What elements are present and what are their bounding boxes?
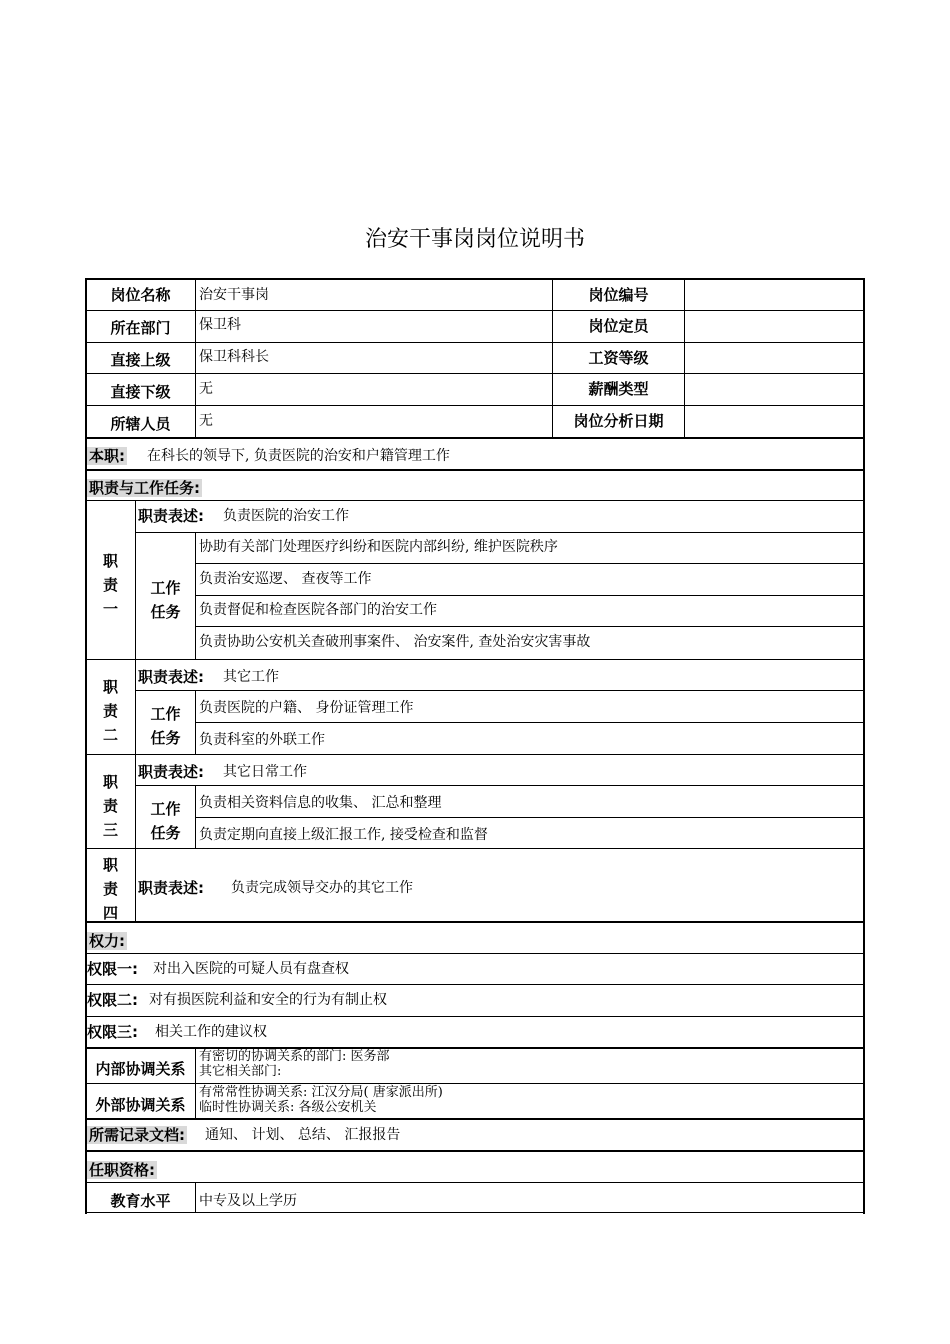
row-divider: [195, 626, 865, 627]
row-divider: [85, 848, 865, 849]
column-divider: [195, 532, 196, 659]
duty-4-label: 职 责 四: [102, 856, 118, 922]
subordinate-value: 无: [199, 381, 213, 397]
pay-type-label: 薪酬类型: [588, 380, 649, 398]
duty-1-task: 负责治安巡逻、 查夜等工作: [199, 571, 372, 587]
staff-label: 所辖人员: [110, 415, 171, 433]
row-divider: [195, 817, 865, 818]
internal-coordination-line: 其它相关部门:: [199, 1064, 282, 1079]
row-divider: [85, 437, 865, 439]
subordinate-label: 直接下级: [110, 383, 171, 401]
qualification-header: 任职资格:: [89, 1161, 155, 1179]
authority-2-text: 对有损医院利益和安全的行为有制止权: [149, 992, 387, 1008]
staff-value: 无: [199, 413, 213, 429]
row-divider: [85, 310, 865, 311]
row-divider: [85, 659, 865, 660]
external-coordination-line: 临时性协调关系: 各级公安机关: [199, 1100, 377, 1115]
records-text: 通知、 计划、 总结、 汇报报告: [205, 1127, 401, 1143]
column-divider: [195, 785, 196, 848]
superior-label: 直接上级: [110, 351, 171, 369]
row-divider: [85, 1118, 865, 1120]
post-name-value: 治安干事岗: [199, 287, 269, 303]
page-title: 治安干事岗岗位说明书: [364, 227, 585, 252]
authority-3-label: 权限三:: [87, 1023, 138, 1041]
duty-2-task: 负责科室的外联工作: [199, 732, 325, 748]
row-divider: [85, 1083, 865, 1084]
task-label: 工作 任务: [150, 800, 181, 842]
column-divider: [195, 1182, 196, 1213]
authority-1-label: 权限一:: [87, 960, 138, 978]
main-duty-text: 在科长的领导下, 负责医院的治安和户籍管理工作: [147, 448, 450, 464]
external-coordination-label: 外部协调关系: [95, 1096, 186, 1114]
staffing-label: 岗位定员: [588, 317, 649, 335]
column-divider: [195, 690, 196, 754]
duty-1-statement: 负责医院的治安工作: [223, 508, 349, 524]
row-divider: [85, 984, 865, 985]
duty-3-label: 职 责 三: [102, 773, 118, 839]
duty-1-task: 负责督促和检查医院各部门的治安工作: [199, 602, 437, 618]
dept-value: 保卫科: [199, 317, 241, 333]
column-divider: [195, 1047, 196, 1118]
internal-coordination-line: 有密切的协调关系的部门: 医务部: [199, 1049, 390, 1064]
duty-statement-label: 职责表述:: [138, 879, 204, 897]
row-divider: [85, 405, 865, 406]
salary-grade-label: 工资等级: [588, 349, 649, 367]
task-label: 工作 任务: [150, 705, 181, 747]
row-divider: [85, 373, 865, 374]
duty-1-label: 职 责 一: [102, 552, 118, 618]
row-divider: [195, 595, 865, 596]
row-divider: [85, 1150, 865, 1152]
column-divider: [195, 278, 196, 437]
duty-2-statement: 其它工作: [223, 669, 279, 685]
external-coordination-line: 有常常性协调关系: 江汉分局( 唐家派出所): [199, 1085, 443, 1100]
row-divider: [85, 754, 865, 755]
duty-3-statement: 其它日常工作: [223, 764, 307, 780]
row-divider: [195, 563, 865, 564]
post-no-label: 岗位编号: [588, 286, 649, 304]
row-divider: [85, 1016, 865, 1017]
row-divider: [85, 1212, 865, 1213]
row-divider: [85, 1182, 865, 1183]
task-label: 工作 任务: [150, 579, 181, 621]
duty-1-task: 负责协助公安机关查破刑事案件、 治安案件, 查处治安灾害事故: [199, 634, 591, 650]
row-divider: [85, 953, 865, 954]
superior-value: 保卫科科长: [199, 349, 269, 365]
duty-2-task: 负责医院的户籍、 身份证管理工作: [199, 700, 414, 716]
column-divider: [684, 278, 685, 437]
row-divider: [85, 469, 865, 471]
post-name-label: 岗位名称: [110, 286, 171, 304]
row-divider: [135, 785, 865, 786]
duty-4-statement: 负责完成领导交办的其它工作: [231, 880, 413, 896]
education-label: 教育水平: [110, 1192, 171, 1210]
duty-1-task: 协助有关部门处理医疗纠纷和医院内部纠纷, 维护医院秩序: [199, 539, 558, 555]
analysis-date-label: 岗位分析日期: [573, 412, 664, 430]
authority-1-text: 对出入医院的可疑人员有盘查权: [153, 961, 349, 977]
authority-2-label: 权限二:: [87, 991, 138, 1009]
records-label: 所需记录文档:: [89, 1126, 185, 1144]
row-divider: [195, 722, 865, 723]
authority-header: 权力:: [89, 932, 125, 950]
duties-header: 职责与工作任务:: [89, 479, 200, 497]
duty-3-task: 负责相关资料信息的收集、 汇总和整理: [199, 795, 442, 811]
row-divider: [85, 500, 865, 501]
row-divider: [135, 532, 865, 533]
duty-2-label: 职 责 二: [102, 678, 118, 744]
duty-3-task: 负责定期向直接上级汇报工作, 接受检查和监督: [199, 827, 488, 843]
authority-3-text: 相关工作的建议权: [155, 1024, 267, 1040]
duty-statement-label: 职责表述:: [138, 668, 204, 686]
row-divider: [85, 921, 865, 923]
row-divider: [135, 690, 865, 691]
internal-coordination-label: 内部协调关系: [95, 1060, 186, 1078]
education-value: 中专及以上学历: [199, 1193, 297, 1209]
duty-statement-label: 职责表述:: [138, 763, 204, 781]
row-divider: [85, 342, 865, 343]
main-duty-label: 本职:: [89, 447, 125, 465]
dept-label: 所在部门: [110, 319, 171, 337]
duty-statement-label: 职责表述:: [138, 507, 204, 525]
